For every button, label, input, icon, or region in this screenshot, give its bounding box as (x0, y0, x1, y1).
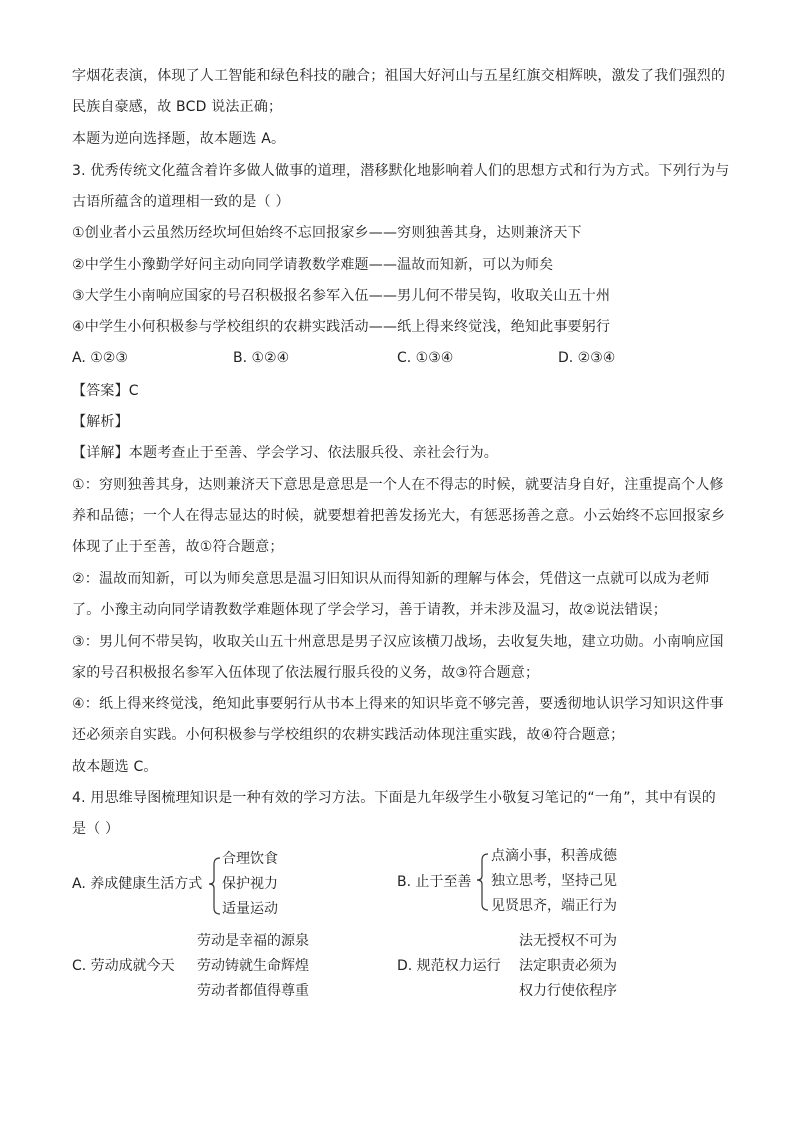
statement-1: ①创业者小云虽然历经坎坷但始终不忘回报家乡——穷则独善其身，达则兼济天下 (72, 225, 582, 241)
mindmap-a-item: 保护视力 (222, 876, 278, 892)
mindmap-d-item: 法无授权不可为 (519, 933, 617, 949)
question-3-stem: 古语所蕴含的道理相一致的是（ ） (72, 194, 290, 210)
analysis-line: 还必须亲自实践。小何积极参与学校组织的农耕实践活动体现注重实践，故④符合题意； (72, 727, 625, 743)
analysis-line: 了。小豫主动向同学请教数学难题体现了学会学习，善于请教，并未涉及温习，故②说法错误； (72, 602, 667, 618)
brace-icon (208, 856, 222, 916)
statement-2: ②中学生小豫勤学好问主动向同学请教数学难题——温故而知新，可以为师矣 (72, 257, 554, 273)
question-4-stem: 是（ ） (72, 821, 120, 837)
mindmap-b-item: 独立思考，坚持己见 (491, 873, 617, 889)
analysis-line: ②：温故而知新，可以为师矣意思是温习旧知识从而得知新的理解与体会，凭借这一点就可以成为老师 (72, 571, 710, 587)
text-line: 本题为逆向选择题，故本题选 A。 (72, 131, 286, 147)
option-c: C. ①③④ (397, 350, 454, 366)
mindmap-c-label: C. 劳动成就今天 (72, 958, 175, 974)
mindmap-c-item: 劳动是幸福的源泉 (197, 933, 309, 949)
analysis-label: 【解析】 (72, 414, 129, 430)
mindmap-c-item: 劳动铸就生命辉煌 (197, 958, 309, 974)
analysis-line: ①：穷则独善其身，达则兼济天下意思是意思是一个人在不得志的时候，就要洁身自好，注重提高个人修 (72, 477, 724, 493)
mindmap-a-item: 合理饮食 (222, 851, 278, 867)
option-a: A. ①②③ (72, 350, 128, 366)
option-d: D. ②③④ (558, 350, 616, 366)
question-3-stem: 3. 优秀传统文化蕴含着许多做人做事的道理，潜移默化地影响着人们的思想方式和行为方式。下列行为与 (72, 163, 730, 179)
answer-label: 【答案】C (72, 383, 139, 399)
analysis-line: 体现了止于至善，故①符合题意； (72, 539, 284, 555)
mindmap-b-item: 点滴小事，积善成德 (491, 848, 617, 864)
statement-4: ④中学生小何积极参与学校组织的农耕实践活动——纸上得来终觉浅，绝知此事要躬行 (72, 319, 611, 335)
analysis-line: ③：男儿何不带吴钩，收取关山五十州意思是男子汉应该横刀战场，去收复失地，建立功勋。小南响应国 (72, 634, 724, 650)
statement-3: ③大学生小南响应国家的号召积极报名参军入伍——男儿何不带吴钩，收取关山五十州 (72, 288, 611, 304)
brace-icon (476, 852, 490, 912)
text-line: 字烟花表演，体现了人工智能和绿色科技的融合；祖国大好河山与五星红旗交相辉映，激发了我们强烈的 (72, 68, 726, 84)
mindmap-c-item: 劳动者都值得尊重 (197, 983, 309, 999)
mindmap-d-label: D. 规范权力运行 (397, 958, 501, 974)
analysis-line: 【详解】本题考查止于至善、学会学习、依法服兵役、亲社会行为。 (72, 445, 498, 461)
mindmap-a-item: 适量运动 (222, 901, 278, 917)
question-4-stem: 4. 用思维导图梳理知识是一种有效的学习方法。下面是九年级学生小敬复习笔记的“一角”，其中有误的 (72, 790, 716, 806)
mindmap-d-item: 法定职责必须为 (519, 958, 617, 974)
analysis-line: 故本题选 C。 (72, 759, 158, 775)
text-line: 民族自豪感，故 BCD 说法正确； (72, 99, 283, 115)
mindmap-a-label: A. 养成健康生活方式 (72, 876, 203, 892)
mindmap-d-item: 权力行使依程序 (519, 983, 617, 999)
mindmap-b-label: B. 止于至善 (397, 874, 472, 890)
analysis-line: 家的号召积极报名参军入伍体现了依法履行服兵役的义务，故③符合题意； (72, 665, 540, 681)
analysis-line: ④：纸上得来终觉浅，绝知此事要躬行从书本上得来的知识毕竟不够完善，要透彻地认识学习知识这件事 (72, 696, 724, 712)
analysis-line: 养和品德；一个人在得志显达的时候，就要想着把善发扬光大，有惩恶扬善之意。小云始终不忘回报家乡 (72, 508, 726, 524)
mindmap-b-item: 见贤思齐，端正行为 (491, 898, 617, 914)
option-b: B. ①②④ (233, 350, 290, 366)
